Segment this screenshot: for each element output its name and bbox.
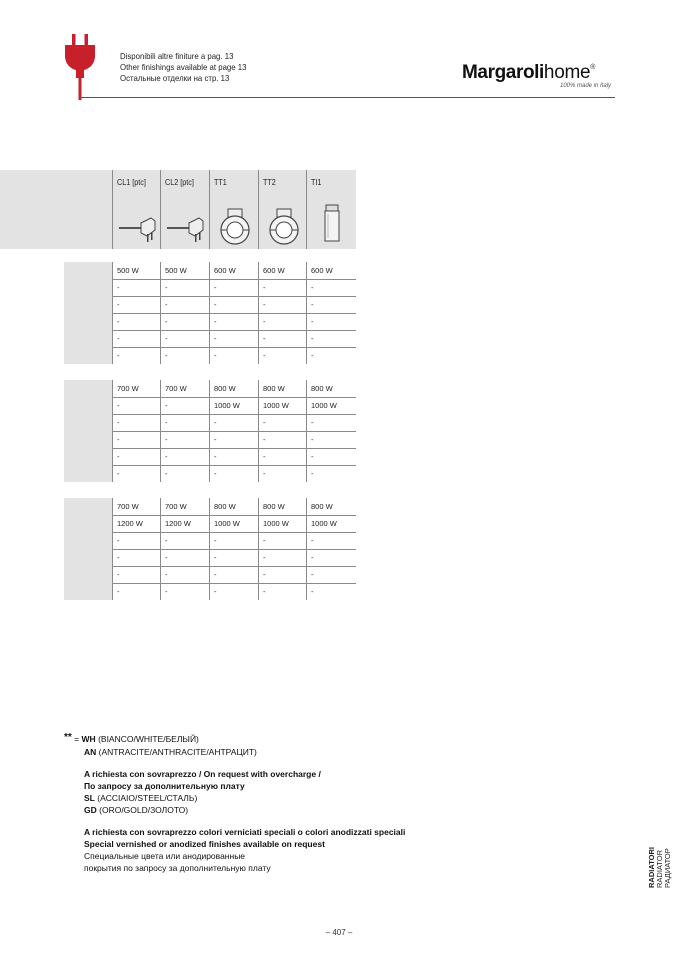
finish-note [120,51,247,84]
table-cell: - [160,279,209,296]
table-cell: 1000 W [258,515,306,532]
table-cell: - [258,330,306,347]
table-cell: - [306,296,356,313]
table-cell: - [258,347,306,364]
special-ru1: Специальные цвета или анодированные [84,851,246,861]
table-cell: 800 W [306,498,356,515]
table-cell: - [209,414,258,431]
heater-name: CL1 [ptc] [117,178,146,187]
table-row [64,279,356,297]
table-cell: - [306,347,356,364]
table-cell: - [112,532,160,549]
table-cell: - [209,583,258,600]
brand-reg-mark: ® [590,64,596,71]
table-cell: 700 W [112,380,160,397]
sl-desc: (ACCIAIO/STEEL/СТАЛЬ) [97,793,198,803]
table-cell: 1000 W [209,515,258,532]
table-cell: 700 W [160,498,209,515]
table-cell: - [258,296,306,313]
gd-desc: (ORO/GOLD/ЗОЛОТО) [99,805,189,815]
table-cell: - [306,583,356,600]
table-row [64,532,356,550]
table-cell: - [160,347,209,364]
table-cell: - [160,414,209,431]
row-label [64,583,112,600]
row-label [64,431,112,448]
side-label-it: RADIATORI [647,847,656,888]
heater-name: TI1 [311,178,322,187]
row-label [64,448,112,465]
thermostat-dial-icon [263,208,305,246]
table-cell: 500 W [160,262,209,279]
table-cell: - [209,279,258,296]
table-cell: - [306,448,356,465]
table-cell: - [258,465,306,482]
header-divider [80,97,615,98]
table-cell: - [112,414,160,431]
row-label [64,414,112,431]
overcharge-line2: По запросу за дополнительную плату [84,781,245,791]
table-cell: - [160,431,209,448]
table-cell: - [306,566,356,583]
row-label [64,498,112,515]
table-row [64,313,356,331]
table-row [64,296,356,314]
table-cell: - [258,431,306,448]
table-cell: 1000 W [258,397,306,414]
table-row [64,515,356,533]
finish-note-ru: Остальные отделки на стр. 13 [120,73,230,83]
row-label [64,532,112,549]
table-cell: - [160,330,209,347]
table-cell: 800 W [258,380,306,397]
table-cell: 700 W [112,498,160,515]
table-cell: - [160,465,209,482]
heater-col-ti1 [306,170,356,249]
table-cell: - [112,279,160,296]
brand-suffix: home [543,62,591,83]
table-cell: - [306,465,356,482]
table-cell: - [112,583,160,600]
table-row [64,549,356,567]
special-it: A richiesta con sovraprezzo colori verniciati speciali o colori anodizzati speciali [84,827,406,837]
row-label [64,313,112,330]
heater-name: TT1 [214,178,227,187]
table-row [64,498,356,516]
table-cell: - [112,566,160,583]
table-cell: - [306,532,356,549]
heater-name: TT2 [263,178,276,187]
table-cell: - [112,313,160,330]
table-row [64,566,356,584]
wh-desc: (BIANCO/WHITE/БЕЛЫЙ) [98,734,199,744]
side-label-ru: РАДИАТОР [663,848,672,888]
heater-col-tt2 [258,170,307,249]
table-cell: - [258,279,306,296]
table-cell: - [112,347,160,364]
sl-code: SL [84,793,95,803]
notes-eq: = [74,734,80,744]
wh-code: WH [81,734,96,744]
gd-code: GD [84,805,97,815]
table-cell: 1200 W [112,515,160,532]
table-row [64,397,356,415]
row-label [64,380,112,397]
table-cell: - [306,279,356,296]
side-label-en: RADIATOR [655,849,664,888]
table-cell: - [209,313,258,330]
row-label [64,296,112,313]
table-row [64,347,356,364]
table-cell: - [306,313,356,330]
table-cell: - [160,448,209,465]
heater-header [0,170,356,249]
table-cell: 500 W [112,262,160,279]
row-label [64,262,112,279]
table-cell: - [306,549,356,566]
an-code: AN [84,747,97,757]
table-cell: - [258,313,306,330]
table-row [64,380,356,398]
finish-note-it: Disponibili altre finiture a pag. 13 [120,51,234,61]
table-cell: - [112,397,160,414]
table-cell: - [209,532,258,549]
special-ru2: покрытия по запросу за дополнительную плату [84,863,271,873]
table-cell: - [209,296,258,313]
table-cell: - [209,549,258,566]
table-cell: - [209,448,258,465]
table-cell: - [160,313,209,330]
brand-tagline: 100% made in Italy [560,83,612,89]
plug-cable-icon [165,208,207,246]
table-cell: - [112,431,160,448]
finish-note-en: Other finishings available at page 13 [120,62,247,72]
table-cell: - [112,549,160,566]
table-cell: 600 W [258,262,306,279]
row-label [64,515,112,532]
page-number: – 407 – [325,928,353,937]
table-cell: - [306,414,356,431]
table-cell: - [112,330,160,347]
table-cell: - [160,397,209,414]
table-cell: - [258,414,306,431]
table-row [64,431,356,449]
overcharge-line1: A richiesta con sovraprezzo / On request with overcharge / [84,769,321,779]
table-cell: - [160,583,209,600]
table-cell: - [258,532,306,549]
row-label [64,347,112,364]
row-label [64,566,112,583]
table-cell: 600 W [306,262,356,279]
table-cell: - [209,431,258,448]
table-cell: 1000 W [306,397,356,414]
table-cell: - [258,448,306,465]
table-cell: 700 W [160,380,209,397]
heater-name: CL2 [ptc] [165,178,194,187]
table-row [64,262,356,280]
heater-col-cl2 [160,170,210,249]
heater-col-cl1 [112,170,161,249]
table-cell: - [112,448,160,465]
table-cell: 600 W [209,262,258,279]
plug-icon [62,34,98,100]
table-cell: - [258,566,306,583]
table-cell: - [209,330,258,347]
an-desc: (ANTRACITE/ANTHRACITE/АНТРАЦИТ) [98,747,257,757]
table-cell: - [112,296,160,313]
brand-name: Margaroli [462,62,544,83]
table-cell: - [209,347,258,364]
table-cell: - [306,431,356,448]
plug-cable-icon [117,208,159,246]
special-en: Special vernished or anodized finishes available on request [84,839,325,849]
table-cell: - [112,465,160,482]
table-cell: - [160,566,209,583]
table-cell: - [209,465,258,482]
table-cell: - [258,583,306,600]
table-cell: 1000 W [209,397,258,414]
table-row [64,414,356,432]
row-label [64,279,112,296]
table-cell: - [160,549,209,566]
row-label [64,397,112,414]
section-side-label [648,847,672,888]
table-cell: - [160,532,209,549]
table-row [64,330,356,348]
table-cell: - [258,549,306,566]
thermostat-dial-icon [214,208,256,246]
notes-stars: ** [64,732,72,743]
finish-notes [64,733,405,874]
table-cell: 1200 W [160,515,209,532]
table-row [64,448,356,466]
row-label [64,465,112,482]
table-cell: 800 W [209,498,258,515]
table-cell: 800 W [258,498,306,515]
heater-col-tt1 [209,170,259,249]
table-cell: - [306,330,356,347]
table-row [64,465,356,482]
row-label [64,549,112,566]
brand-logo [462,62,595,84]
row-label [64,330,112,347]
table-cell: 1000 W [306,515,356,532]
cylinder-heater-icon [311,200,353,246]
table-cell: 800 W [209,380,258,397]
table-cell: - [209,566,258,583]
table-cell: - [160,296,209,313]
table-cell: 800 W [306,380,356,397]
table-row [64,583,356,600]
